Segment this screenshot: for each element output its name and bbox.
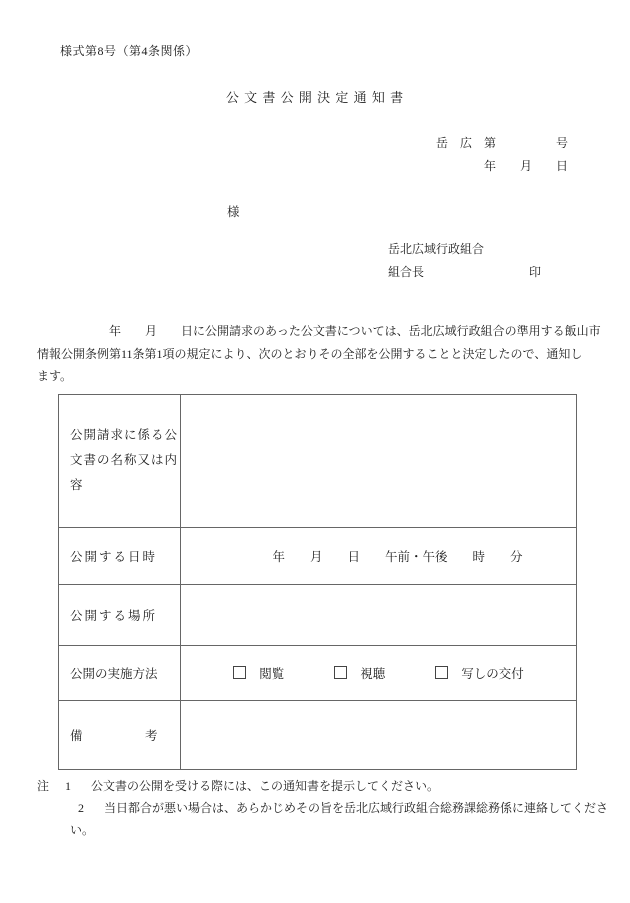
doc-number-block <box>0 132 630 178</box>
table-row-remarks <box>59 700 577 769</box>
row-value-disclosure-method <box>181 645 577 700</box>
form-number: 様式第8号（第4条関係） <box>60 44 199 58</box>
row-label-document-name: 公開請求に係る公文書の名称又は内容 <box>59 394 181 527</box>
note-1-text: 公文書の公開を受ける際には、この通知書を提示してください。 <box>91 778 440 793</box>
body-line-2: 情報公開条例第11条第1項の規定により、次のとおりその全部を公開することと決定したので、通知し <box>37 346 583 361</box>
notes-block <box>0 775 630 841</box>
table-row-disclosure-place <box>59 584 577 645</box>
note-line-3 <box>70 819 630 841</box>
sender-block <box>388 238 541 284</box>
method-options <box>181 664 576 682</box>
note-line-1 <box>37 775 630 797</box>
method-option-label: 写しの交付 <box>461 666 524 681</box>
row-label-disclosure-datetime: 公開する日時 <box>59 527 181 584</box>
body-paragraph <box>37 320 601 388</box>
method-option-label: 視聴 <box>360 666 386 681</box>
note-marker: 注 <box>37 778 50 793</box>
note-2-number: 2 <box>78 800 84 815</box>
disclosure-table <box>58 394 577 770</box>
method-option-view <box>233 664 284 682</box>
note-1-number: 1 <box>65 778 72 793</box>
note-line-2 <box>78 797 630 819</box>
method-option-label: 閲覧 <box>259 666 285 681</box>
row-value-disclosure-place <box>181 584 577 645</box>
row-value-remarks <box>181 700 577 769</box>
sender-org: 岳北広域行政組合 <box>388 242 485 256</box>
row-label-remarks: 備 考 <box>59 700 181 769</box>
note-2-text: 当日都合が悪い場合は、あらかじめその旨を岳北広域行政組合総務課総務係に連絡してくださ <box>104 800 609 815</box>
body-line-3: ます。 <box>37 369 73 383</box>
document-title: 公 文 書 公 開 決 定 通 知 書 <box>225 90 405 105</box>
body-line-1: 年 月 日に公開請求のあった公文書については、岳北広域行政組合の準用する飯山市 <box>37 324 601 338</box>
doc-number-line: 岳 広 第 号 <box>435 136 568 150</box>
seal-mark: 印 <box>528 265 541 279</box>
note-2-text-continued: い。 <box>70 822 95 837</box>
checkbox-icon[interactable] <box>233 666 246 679</box>
row-label-disclosure-place: 公開する場所 <box>59 584 181 645</box>
addressee-suffix: 様 <box>227 205 240 219</box>
table-row-document-name <box>59 394 577 527</box>
checkbox-icon[interactable] <box>334 666 347 679</box>
method-option-listen <box>334 664 385 682</box>
checkbox-icon[interactable] <box>435 666 448 679</box>
row-value-document-name <box>181 394 577 527</box>
method-option-copy <box>435 664 524 682</box>
sender-title: 組合長 <box>388 265 425 279</box>
table-row-disclosure-datetime <box>59 527 577 584</box>
table-row-disclosure-method <box>59 645 577 700</box>
doc-date-line: 年 月 日 <box>483 159 568 173</box>
row-value-disclosure-datetime: 年 月 日 午前・午後 時 分 <box>181 527 577 584</box>
row-label-disclosure-method: 公開の実施方法 <box>59 645 181 700</box>
sender-title-line <box>388 261 541 284</box>
